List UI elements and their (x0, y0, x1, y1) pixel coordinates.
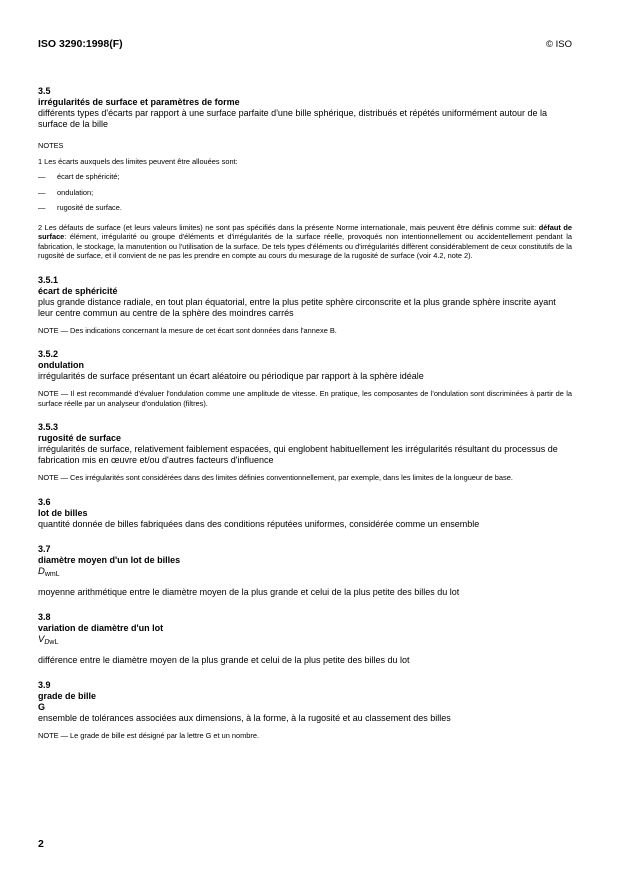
section-term: écart de sphéricité (38, 285, 118, 296)
list-item (38, 172, 572, 182)
section-symbol (38, 566, 572, 581)
section-definition: différence entre le diamètre moyen de la plus grande et celui de la plus petite des billes du lot (38, 654, 410, 665)
symbol-subscript: wmL (44, 570, 60, 578)
section-term: variation de diamètre d'un lot (38, 622, 164, 633)
section-term: ondulation (38, 360, 84, 370)
section-definition: irrégularités de surface présentant un écart aléatoire ou périodique par rapport à la sphère idéale (38, 371, 424, 381)
document-id: ISO 3290:1998(F) (38, 38, 123, 50)
section-number: 3.5.1 (38, 274, 59, 285)
list-item-text: écart de sphéricité; (57, 172, 120, 181)
section-term: irrégularités de surface et paramètres de forme (38, 97, 240, 107)
section-note: NOTE — Il est recommandé d'évaluer l'ondulation comme une amplitude de vitesse. En pratique, les composantes de l'ondulation sont discriminées à partir de la surface réelle par un analyseur d'ondulation (filtres). (38, 389, 572, 408)
note-2-part-b: : élément, irrégularité ou groupe d'éléments et d'irrégularités de la surface réelle, provoqués non intentionnellement ou accidentellement pendant la fabrication, le stockage, la manutention ou l'utilisation de la surface. De tels types d'éléments ou d'irrégularités diffèrent considérablement de ceux constitutifs de la rugosité de surface, et il convient de ne pas les prendre en compte au cours du mesurage de la rugosité de surface (voir 4.2, note 2). (38, 232, 572, 260)
section-3-8 (38, 612, 572, 666)
symbol-main: V (38, 633, 45, 645)
section-term: rugosité de surface (38, 433, 122, 443)
dash-marker: — (38, 172, 46, 181)
list-item (38, 203, 572, 213)
section-definition: irrégularités de surface, relativement faiblement espacées, qui englobent habituellement les irrégularités résultant du processus de fabrication mis en œuvre et/ou d'autres facteurs d'influence (38, 444, 558, 465)
section-definition: plus grande distance radiale, en tout plan équatorial, entre la plus petite sphère circonscrite et la plus grande sphère inscrite ayant leur centre commun au centre de la sphère des moindres carrés (38, 296, 556, 318)
section-note: NOTE — Ces irrégularités sont considérées dans des limites définies conventionnellement, par exemple, dans les limites de la longueur de base. (38, 473, 513, 482)
section-note: NOTE — Des indications concernant la mesure de cet écart sont données dans l'annexe B. (38, 325, 337, 335)
section-number: 3.5.2 (38, 349, 59, 359)
section-number: 3.7 (38, 543, 51, 554)
section-term: diamètre moyen d'un lot de billes (38, 554, 181, 565)
section-number: 3.5 (38, 86, 51, 96)
dash-marker: — (38, 203, 46, 212)
section-symbol: G (38, 701, 46, 712)
section-number: 3.6 (38, 496, 51, 507)
list-item (38, 188, 572, 198)
document-body (38, 86, 572, 740)
note-2 (38, 223, 572, 261)
section-3-5-3 (38, 422, 572, 483)
list-item-text: ondulation; (57, 187, 94, 197)
copyright-notice: © ISO (545, 39, 572, 50)
section-symbol (38, 634, 572, 649)
section-term: grade de bille (38, 690, 97, 701)
section-term: lot de billes (38, 507, 88, 518)
symbol-subscript-italic: D (44, 638, 50, 646)
section-3-6 (38, 497, 572, 530)
notes-heading: NOTES (38, 141, 64, 150)
section-3-5-1 (38, 275, 572, 336)
dash-marker: — (38, 187, 46, 197)
note-2-part-a: 2 Les défauts de surface (et leurs valeurs limites) ne sont pas spécifiés dans la présente Norme internationale, mais peuvent être définis comme suit: (38, 222, 539, 232)
section-3-7 (38, 544, 572, 598)
list-item-text: rugosité de surface. (57, 203, 122, 212)
section-3-5 (38, 86, 572, 261)
section-number: 3.5.3 (38, 422, 59, 432)
section-3-5-2 (38, 349, 572, 408)
section-number: 3.8 (38, 611, 51, 622)
page-number: 2 (38, 838, 44, 850)
section-definition: moyenne arithmétique entre le diamètre moyen de la plus grande et celui de la plus petite des billes du lot (38, 586, 460, 597)
section-note: NOTE — Le grade de bille est désigné par la lettre G et un nombre. (38, 730, 260, 740)
section-definition: ensemble de tolérances associées aux dimensions, à la forme, à la rugosité et au classement des billes (38, 712, 451, 723)
note-1: 1 Les écarts auxquels des limites peuvent être allouées sont: (38, 156, 238, 166)
symbol-subscript: wL (49, 638, 59, 646)
section-definition: quantité donnée de billes fabriquées dans des conditions réputées uniformes, considérée comme un ensemble (38, 518, 480, 529)
section-definition: différents types d'écarts par rapport à une surface parfaite d'une bille sphérique, distribués et répétés uniformément autour de la surface de la bille (38, 108, 548, 129)
symbol-main: D (38, 565, 45, 577)
section-3-9 (38, 680, 572, 741)
note-2-bold-term: défaut de surface (38, 222, 572, 241)
section-number: 3.9 (38, 679, 51, 690)
